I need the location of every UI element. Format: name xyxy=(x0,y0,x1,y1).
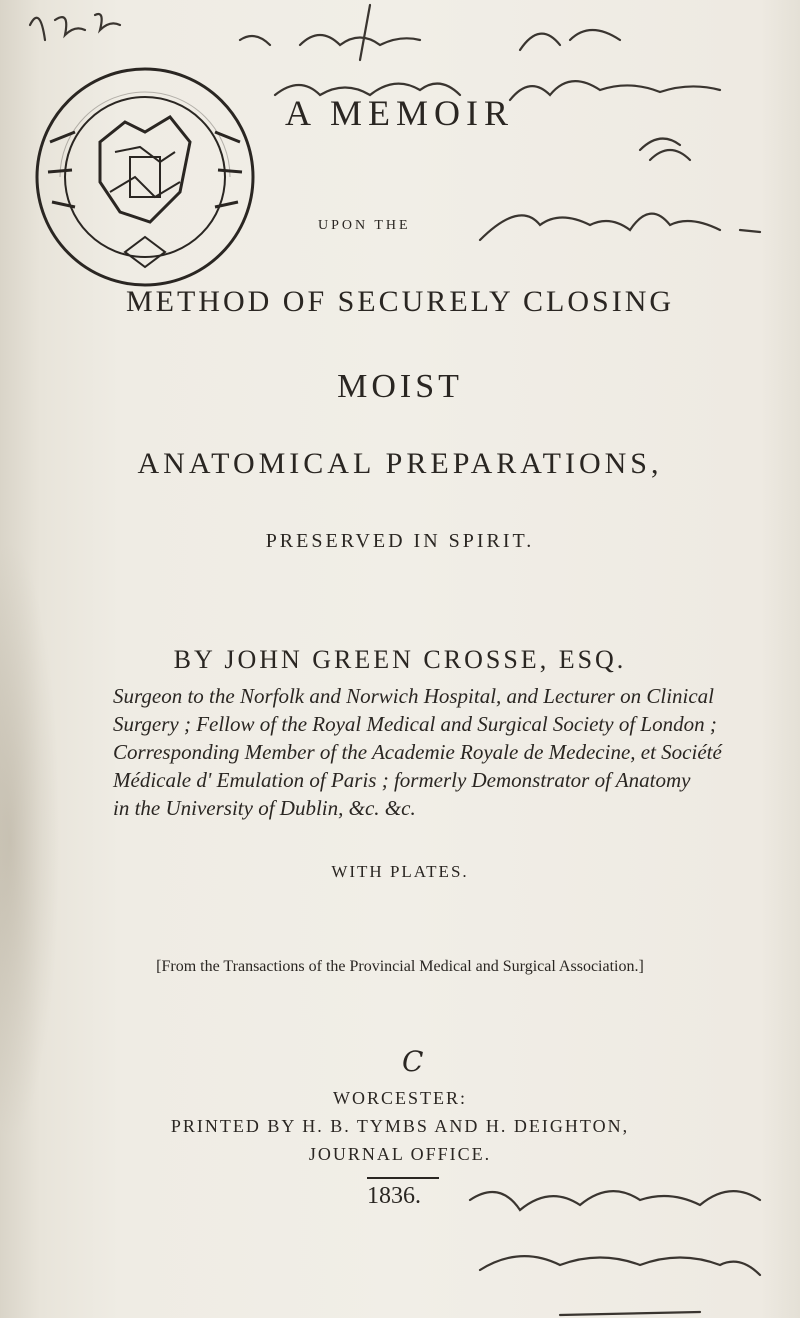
imprint-rule xyxy=(367,1177,439,1179)
with-plates-label: WITH PLATES. xyxy=(331,862,469,881)
credentials-line: Surgeon to the Norfolk and Norwich Hospital, and Lecturer on Clinical xyxy=(113,684,715,708)
credentials-line: Médicale d' Emulation of Paris ; formerly Demonstrator of Anatomy xyxy=(113,768,691,792)
credentials-line: in the University of Dublin, &c. &c. xyxy=(113,796,416,820)
moist-title: MOIST xyxy=(337,368,463,405)
handwritten-c-mark: C xyxy=(402,1045,424,1078)
method-title: METHOD OF SECURELY CLOSING xyxy=(125,285,675,318)
anatomical-title: ANATOMICAL PREPARATIONS, xyxy=(137,447,663,480)
imprint-office: JOURNAL OFFICE. xyxy=(308,1144,492,1164)
preserved-subtitle: PRESERVED IN SPIRIT. xyxy=(265,530,535,552)
imprint-place: WORCESTER: xyxy=(332,1088,467,1108)
source-note: [From the Transactions of the Provincial Medical and Surgical Association.] xyxy=(156,958,644,975)
author-line: BY JOHN GREEN CROSSE, ESQ. xyxy=(173,645,627,674)
library-stamp xyxy=(30,62,260,292)
imprint-printer: PRINTED BY H. B. TYMBS AND H. DEIGHTON, xyxy=(170,1116,630,1136)
paper-stain xyxy=(0,540,60,1140)
credentials-line: Surgery ; Fellow of the Royal Medical and Surgical Society of London ; xyxy=(113,712,717,736)
upon-the-label: UPON THE xyxy=(318,218,411,233)
memoir-heading: A MEMOIR xyxy=(285,93,515,133)
author-credentials xyxy=(113,682,753,822)
imprint-year: 1836. xyxy=(367,1183,421,1209)
credentials-line: Corresponding Member of the Academie Royale de Medecine, et Société xyxy=(113,740,722,764)
